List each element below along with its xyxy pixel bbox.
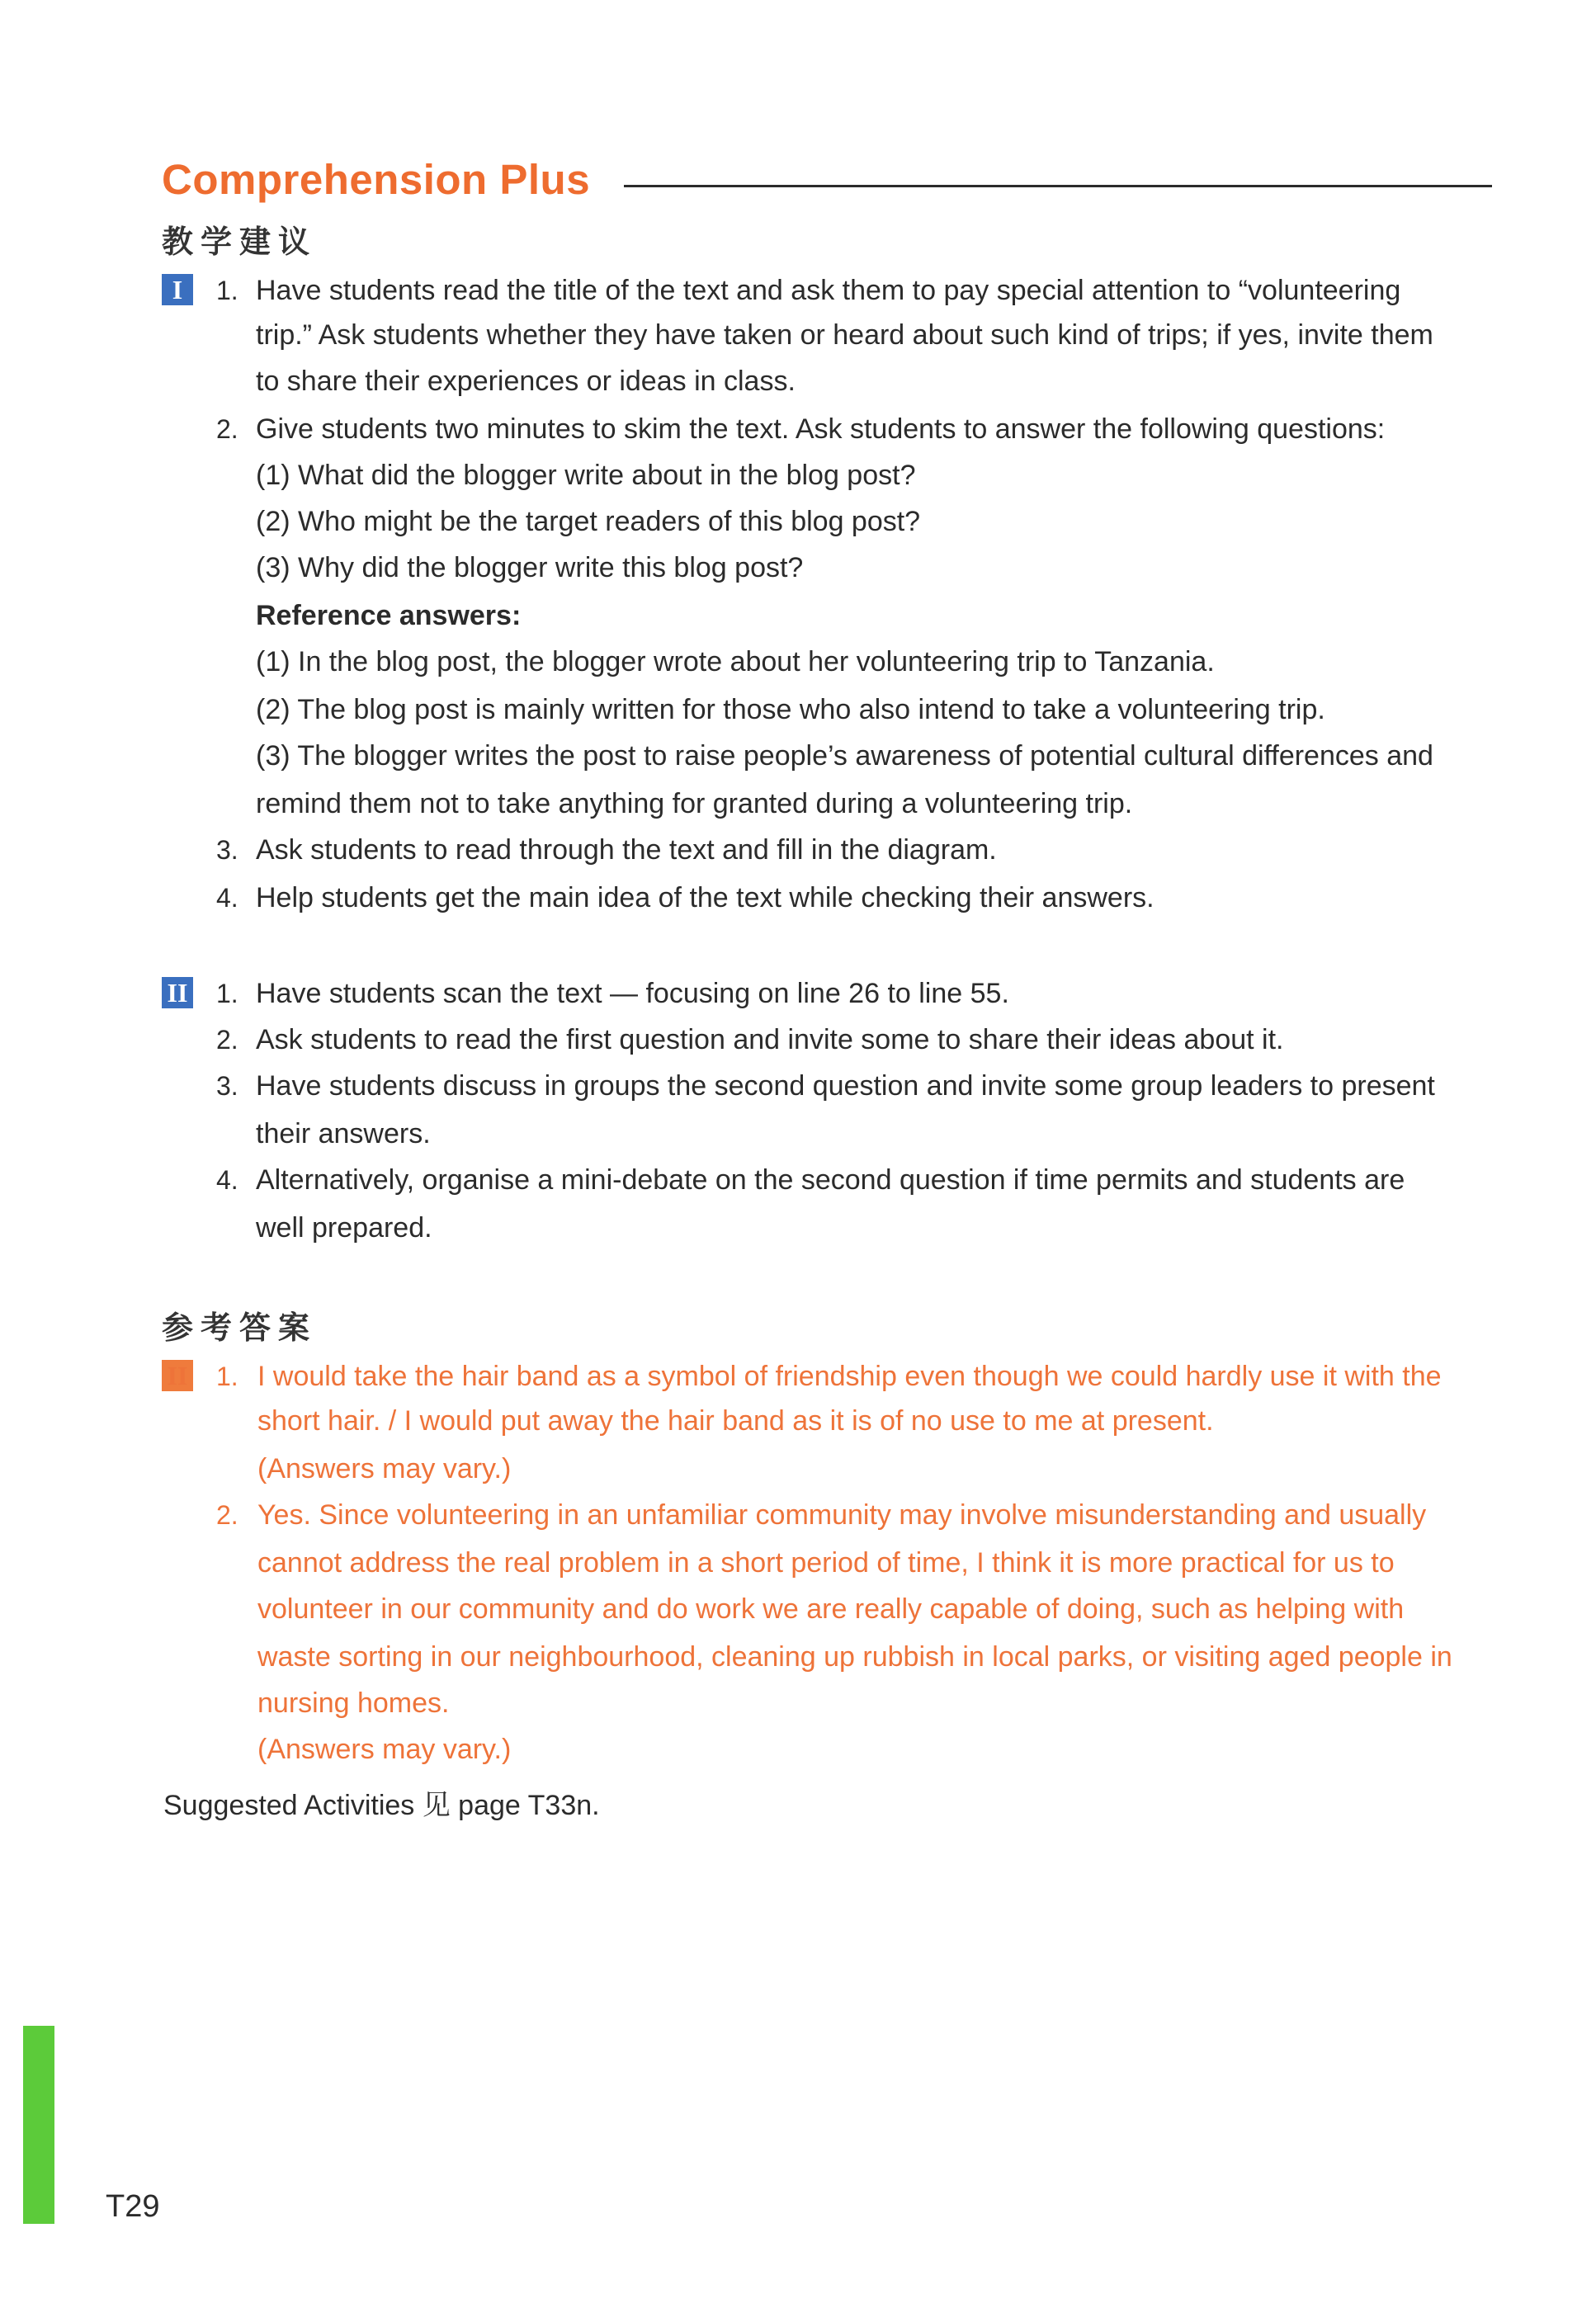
reference-answer-1: (1) In the blog post, the blogger wrote about her volunteering trip to Tanzania. [256,646,1215,677]
section-i-badge: I [162,274,193,305]
reference-answer-3-line-2: remind them not to take anything for granted during a volunteering trip. [256,788,1133,819]
answer-2-line-3: volunteer in our community and do work we are really capable of doing, such as helping with [257,1593,1405,1625]
page-number: T29 [106,2189,160,2224]
section-ii-item-3-line-2: their answers. [256,1118,431,1149]
section-i-question-2: (2) Who might be the target readers of this blog post? [256,506,921,537]
answers-ii-badge: II [162,1360,193,1391]
section-ii-item-4-number: 4. [216,1165,238,1195]
answer-1-note: (Answers may vary.) [257,1453,512,1484]
title-rule-divider [624,185,1492,187]
reference-answers-heading: 参考答案 [162,1310,318,1346]
section-i-item-1-line-2: trip.” Ask students whether they have taken or heard about such kind of trips; if yes, invite them [256,319,1433,351]
section-ii-item-2-line-1: Ask students to read the first question and invite some to share their ideas about it. [256,1024,1284,1055]
section-i-item-4-number: 4. [216,883,238,913]
section-ii-item-1-number: 1. [216,979,238,1008]
section-i-item-1-line-1: Have students read the title of the text and ask them to pay special attention to “volunteering [256,275,1401,306]
reference-answer-3-line-1: (3) The blogger writes the post to raise people’s awareness of potential cultural differences and [256,740,1433,772]
answer-2-line-5: nursing homes. [257,1687,450,1719]
section-i-item-4-line-1: Help students get the main idea of the text while checking their answers. [256,882,1155,913]
section-ii-item-2-number: 2. [216,1025,238,1055]
section-i-item-3-line-1: Ask students to read through the text and fill in the diagram. [256,834,997,866]
title-row [162,155,1492,213]
section-i-question-1: (1) What did the blogger write about in the blog post? [256,460,916,491]
section-ii-item-4-line-2: well prepared. [256,1212,432,1244]
section-i-item-1-number: 1. [216,276,238,305]
section-i-question-3: (3) Why did the blogger write this blog post? [256,552,804,583]
answer-1-line-2: short hair. / I would put away the hair band as it is of no use to me at present. [257,1405,1214,1437]
section-i-item-2-number: 2. [216,414,238,444]
reference-answer-2: (2) The blog post is mainly written for those who also intend to take a volunteering trip. [256,694,1325,725]
section-i-item-2-line-1: Give students two minutes to skim the text. Ask students to answer the following questions: [256,413,1386,445]
page-title: Comprehension Plus [162,156,591,203]
section-ii-item-1-line-1: Have students scan the text — focusing on line 26 to line 55. [256,978,1009,1009]
section-ii-item-3-number: 3. [216,1071,238,1101]
teaching-suggestions-heading: 教学建议 [162,224,318,260]
side-color-bar [23,2026,54,2224]
answer-2-number: 2. [216,1500,238,1530]
answer-2-note: (Answers may vary.) [257,1734,512,1765]
section-i-item-3-number: 3. [216,835,238,865]
suggested-activities-note: Suggested Activities 见 page T33n. [163,1790,600,1821]
section-ii-badge: II [162,977,193,1008]
section-i-item-1-line-3: to share their experiences or ideas in class. [256,366,796,397]
reference-answers-label: Reference answers: [256,600,522,631]
section-ii-item-4-line-1: Alternatively, organise a mini-debate on the second question if time permits and students are [256,1164,1405,1196]
answer-1-line-1: I would take the hair band as a symbol of friendship even though we could hardly use it with the [257,1361,1442,1392]
answer-2-line-1: Yes. Since volunteering in an unfamiliar community may involve misunderstanding and usually [257,1499,1427,1531]
answer-1-number: 1. [216,1362,238,1391]
section-ii-item-3-line-1: Have students discuss in groups the second question and invite some group leaders to present [256,1070,1435,1102]
answer-2-line-2: cannot address the real problem in a short period of time, I think it is more practical for us to [257,1547,1395,1579]
answer-2-line-4: waste sorting in our neighbourhood, cleaning up rubbish in local parks, or visiting aged people in [257,1641,1452,1673]
